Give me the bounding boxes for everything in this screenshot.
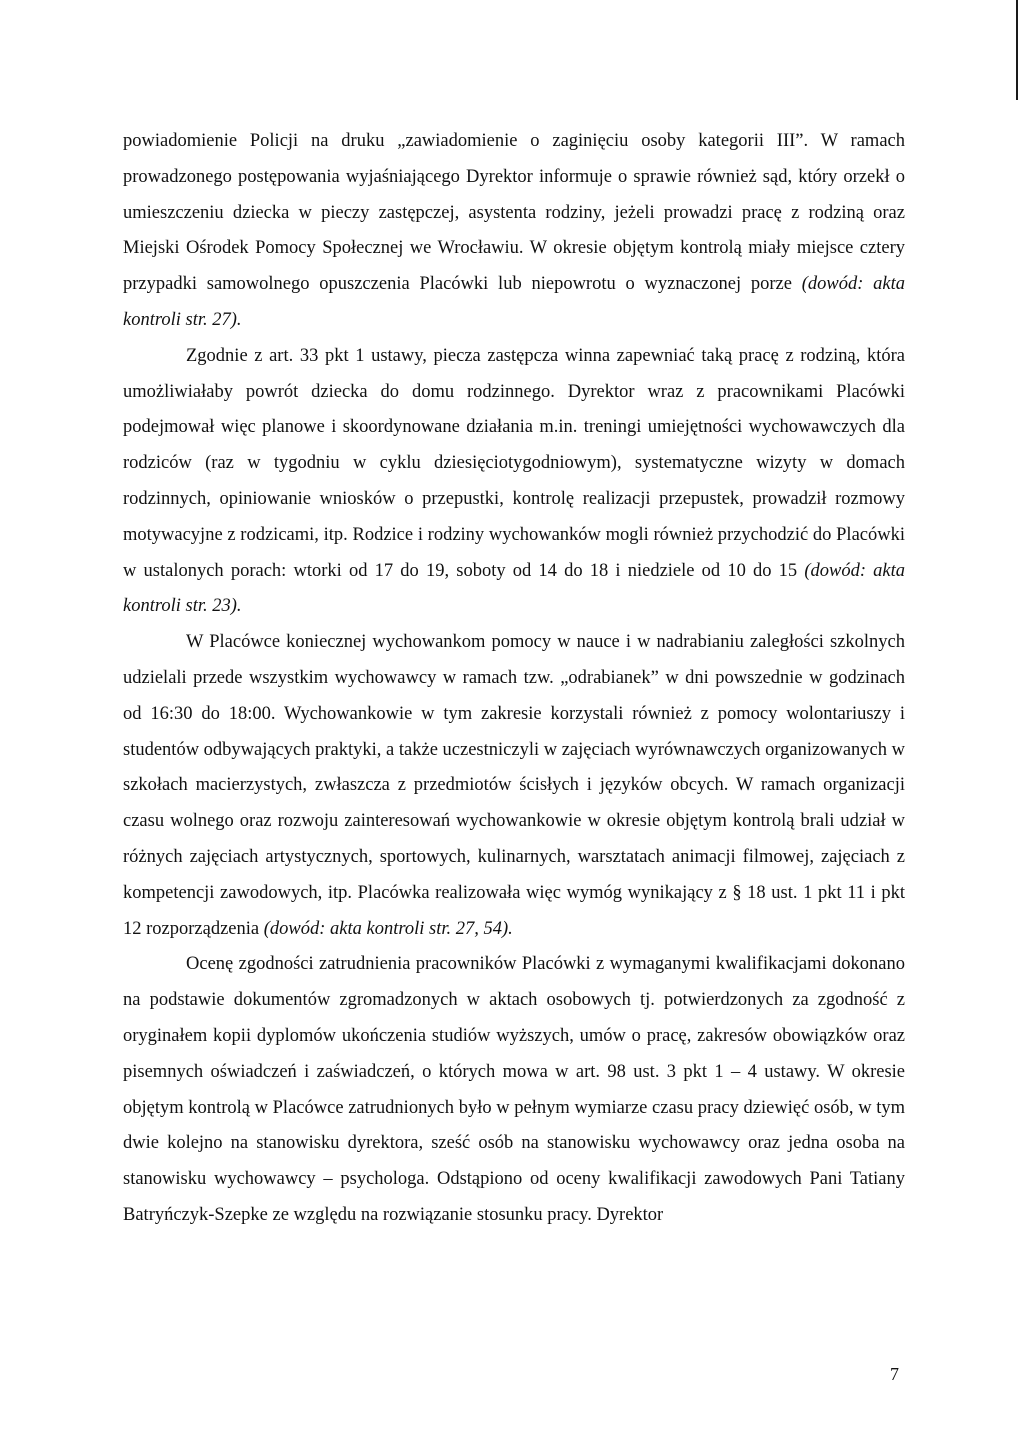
paragraph-1-text: powiadomienie Policji na druku „zawiadomienie o zaginięciu osoby kategorii III”. W ramach prowadzonego postępowania wyjaśniającego Dyrektor informuje o sprawie również sąd, który orzekł o umieszczeniu dziecka w pieczy zastępczej, asystenta rodziny, jeżeli prowadzi pracę z rodziną oraz Miejski Ośrodek Pomocy Społecznej we Wrocławiu. W okresie objętym kontrolą miały miejsce cztery przypadki samowolnego opuszczenia Placówki lub niepowrotu o wyznaczonej porze xyxy=(123,131,905,295)
paragraph-2-evidence-reference: (dowód: akta kontroli str. 23). xyxy=(123,560,906,617)
paragraph-3-text: W Placówce koniecznej wychowankom pomocy w nauce i w nadrabianiu zaległości szkolnych udzielali przede wszystkim wychowawcy w ramach tzw. „odrabianek” w dni powszednie w godzinach od 16:30 do 18:00. Wychowankowie w tym zakresie korzystali również z pomocy wolontariuszy i studentów odbywających praktyki, a także uczestniczyli w zajęciach wyrównawczych organizowanych w szkołach macierzystych, zwłaszcza z przedmiotów ścisłych i języków obcych. W ramach organizacji czasu wolnego oraz rozwoju zainteresowań wychowankowie w okresie objętym kontrolą brali udział w różnych zajęciach artystycznych, sportowych, kulinarnych, warsztatach animacji filmowej, zajęciach z kompetencji zawodowych, itp. Placówka realizowała więc wymóg wynikający z § 18 ust. 1 pkt 11 i pkt 12 rozporządzenia xyxy=(123,632,905,939)
paragraph-1-evidence-reference: (dowód: akta kontroli str. 27). xyxy=(123,274,906,330)
paragraph-2-text: Zgodnie z art. 33 pkt 1 ustawy, piecza zastępcza winna zapewniać taką pracę z rodziną, która umożliwiałaby powrót dziecka do domu rodzinnego. Dyrektor wraz z pracownikami Placówki podejmował więc planowe i skoordynowane działania m.in. treningi umiejętności wychowawczych dla rodziców (raz w tygodniu w cyklu dziesięciotygodniowym), systematyczne wizyty w domach rodzinnych, opiniowanie wniosków o przepustki, kontrolę realizacji przepustek, prowadził rozmowy motywacyjne z rodzicami, itp. Rodzice i rodziny wychowanków mogli również przychodzić do Placówki w ustalonych porach: wtorki od 17 do 19, soboty od 14 do 18 i niedziele od 10 do 15 xyxy=(123,345,905,581)
paragraph-3-evidence-reference: (dowód: akta kontroli str. 27, 54). xyxy=(263,918,513,939)
paragraph-1 xyxy=(123,124,905,339)
paragraph-4-text: Ocenę zgodności zatrudnienia pracowników Placówki z wymaganymi kwalifikacjami dokonano na podstawie dokumentów zgromadzonych w aktach osobowych tj. potwierdzonych za zgodność z oryginałem kopii dyplomów ukończenia studiów wyższych, umów o pracę, zakresów obowiązków oraz pisemnych oświadczeń i zaświadczeń, o których mowa w art. 98 ust. 3 pkt 1 – 4 ustawy. W okresie objętym kontrolą w Placówce zatrudnionych było w pełnym wymiarze czasu pracy dziewięć osób, w tym dwie kolejno na stanowisku dyrektora, sześć osób na stanowisku wychowawcy oraz jedna osoba na stanowisku wychowawcy – psychologa. Odstąpiono od oceny kwalifikacji zawodowych Pani Tatiany Batryńczyk-Szepke ze względu na rozwiązanie stosunku pracy. Dyrektor xyxy=(123,954,905,1225)
document-body xyxy=(123,124,905,1234)
page-number: 7 xyxy=(890,1364,899,1384)
paragraph-4 xyxy=(123,947,905,1233)
paragraph-2 xyxy=(123,339,905,625)
paragraph-3 xyxy=(123,625,905,947)
scan-edge-line xyxy=(1016,0,1018,100)
